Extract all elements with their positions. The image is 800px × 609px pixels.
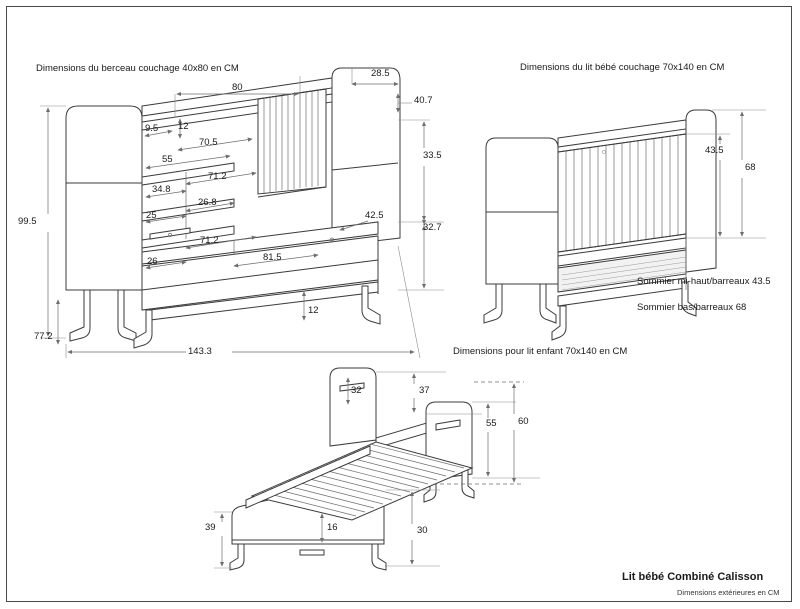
dim-label-9-5: 9.5 xyxy=(145,123,159,134)
dim-label-34-8: 34.8 xyxy=(152,184,171,195)
toddler-drawing xyxy=(230,368,474,570)
dim-label-55: 55 xyxy=(162,154,173,165)
dim-label-55: 55 xyxy=(486,418,497,429)
dim-label-28-5: 28.5 xyxy=(371,68,390,79)
dim-label-68: 68 xyxy=(745,162,756,173)
dim-label-39: 39 xyxy=(205,522,216,533)
dim-label-71-2-upper: 71.2 xyxy=(208,171,227,182)
cradle-drawing xyxy=(66,68,400,348)
dim-label-37: 37 xyxy=(419,385,430,396)
dim-label-70-5: 70.5 xyxy=(199,137,218,148)
dim-label-80: 80 xyxy=(232,82,243,93)
panel-title-cradle: Dimensions du berceau couchage 40x80 en CM xyxy=(36,63,239,74)
dim-label-25: 25 xyxy=(146,210,157,221)
dim-label-60: 60 xyxy=(518,416,529,427)
dim-label-143-3: 143.3 xyxy=(188,346,212,357)
panel-title-cot: Dimensions du lit bébé couchage 70x140 en CM xyxy=(520,62,725,73)
dim-label-71-2-lower: 71.2 xyxy=(200,235,219,246)
panel-title-toddler: Dimensions pour lit enfant 70x140 en CM xyxy=(453,346,628,357)
dim-label-32-7: 32.7 xyxy=(423,222,442,233)
dim-label-81-5: 81.5 xyxy=(263,252,282,263)
dim-label-12-bottom: 12 xyxy=(308,305,319,316)
dim-label-43-5: 43.5 xyxy=(705,145,724,156)
dim-label-77-2: 77.2 xyxy=(34,331,53,342)
dim-label-26: 26 xyxy=(147,256,158,267)
footer-title: Lit bébé Combiné Calisson xyxy=(622,571,764,583)
dim-label-32: 32 xyxy=(351,385,362,396)
dim-label-12-top: 12 xyxy=(178,121,189,132)
dim-label-99-5: 99.5 xyxy=(18,216,37,227)
dim-label-40-7: 40.7 xyxy=(414,95,433,106)
dim-label-26-8: 26.8 xyxy=(198,197,217,208)
note-sommier-bas: Sommier bas/barreaux 68 xyxy=(637,302,747,313)
footer-subtitle: Dimensions extérieures en CM xyxy=(677,588,780,597)
dim-label-33-5: 33.5 xyxy=(423,150,442,161)
dim-label-30: 30 xyxy=(417,525,428,536)
dim-label-42-5: 42.5 xyxy=(365,210,384,221)
dim-label-16: 16 xyxy=(327,522,338,533)
note-sommier-mi-haut: Sommier mi-haut/barreaux 43.5 xyxy=(637,276,771,287)
